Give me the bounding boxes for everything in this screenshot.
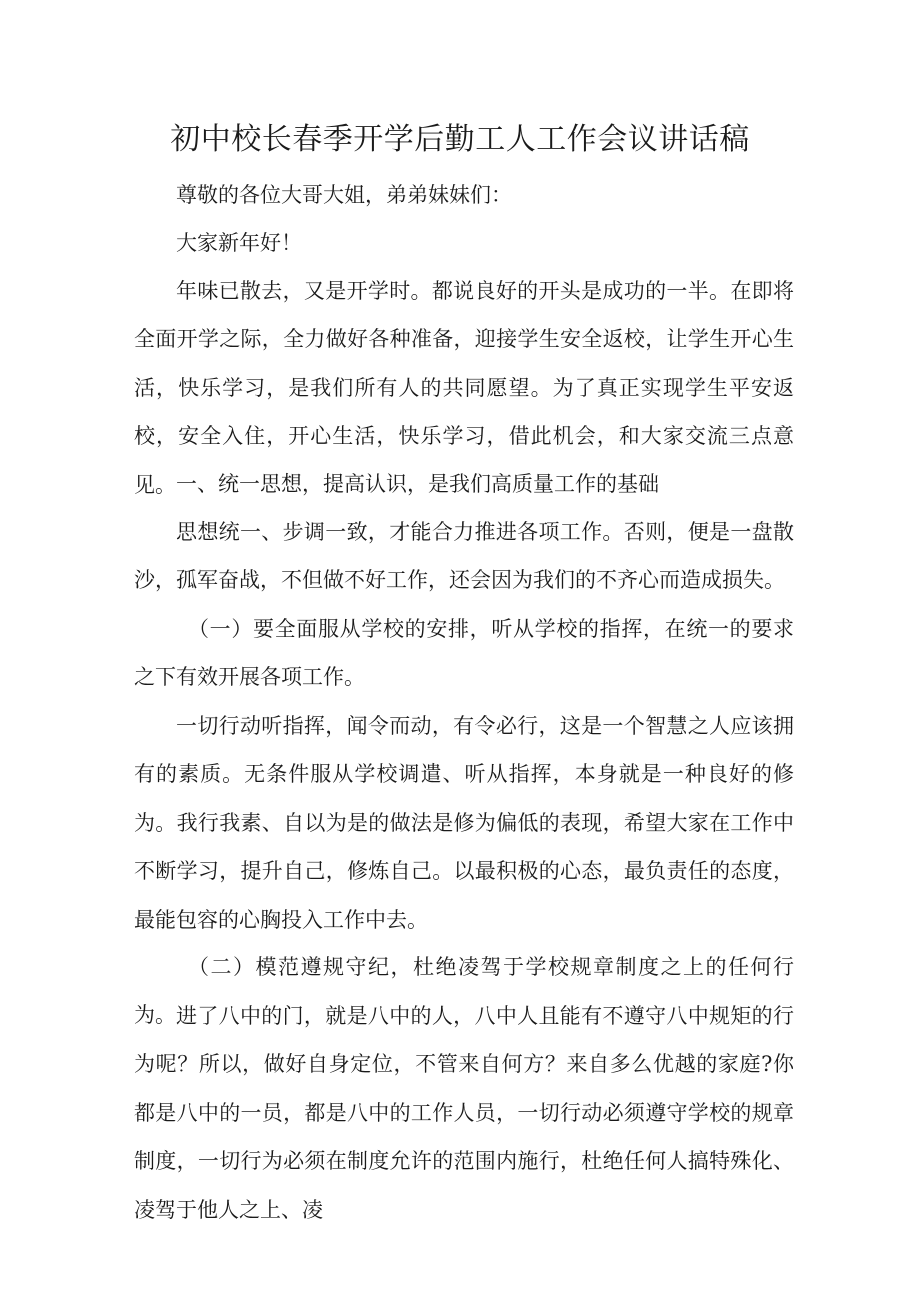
document-title: 初中校长春季开学后勤工人工作会议讲话稿	[170, 122, 750, 157]
salutation: 尊敬的各位大哥大姐，弟弟妹妹们：	[176, 183, 512, 207]
greeting: 大家新年好！	[176, 231, 302, 255]
section-heading-1: 一、统一思想，提高认识，是我们高质量工作的基础	[176, 472, 659, 496]
body-paragraph: 一切行动听指挥，闻令而动，有令必行，这是一个智慧之人应该拥有的素质。无条件服从学校调遣、听从指挥，本身就是一种良好的修为。我行我素、自以为是的做法是修为偏低的表现，希望大家在工作中不断学习，提升自己，修炼自己。以最积极的心态，最负责任的态度，最能包容的心胸投入工作中去。	[134, 714, 794, 932]
body-paragraph: 思想统一、步调一致，才能合力推进各项工作。否则，便是一盘散沙，孤军奋战，不但做不好工作，还会因为我们的不齐心而造成损失。	[134, 520, 794, 593]
body-paragraph: 进了八中的门，就是八中的人，八中人且能有不遵守八中规矩的行为呢？所以，做好自身定位，不管来自何方？来自多么优越的家庭?你都是八中的一员，都是八中的工作人员，一切行动必须遵守学校的规章制度，一切行为必须在制度允许的范围内施行，杜绝任何人搞特殊化、凌驾于他人之上、凌	[134, 1004, 794, 1222]
subheading-1: （一）要全面服从学校的安排，听从学校的指挥，在统一的要求之下有效开展各项工作。	[134, 617, 794, 690]
subheading-2: （二）模范遵规守纪，杜绝凌驾于学校规章制度之上的任何行为。	[134, 955, 794, 1028]
intro-paragraph: 年味已散去，又是开学时。都说良好的开头是成功的一半。在即将全面开学之际，全力做好各种准备，迎接学生安全返校，让学生开心生活，快乐学习，是我们所有人的共同愿望。为了真正实现学生平安返校，安全入住，开心生活，快乐学习，借此机会，和大家交流三点意见。	[134, 279, 794, 497]
